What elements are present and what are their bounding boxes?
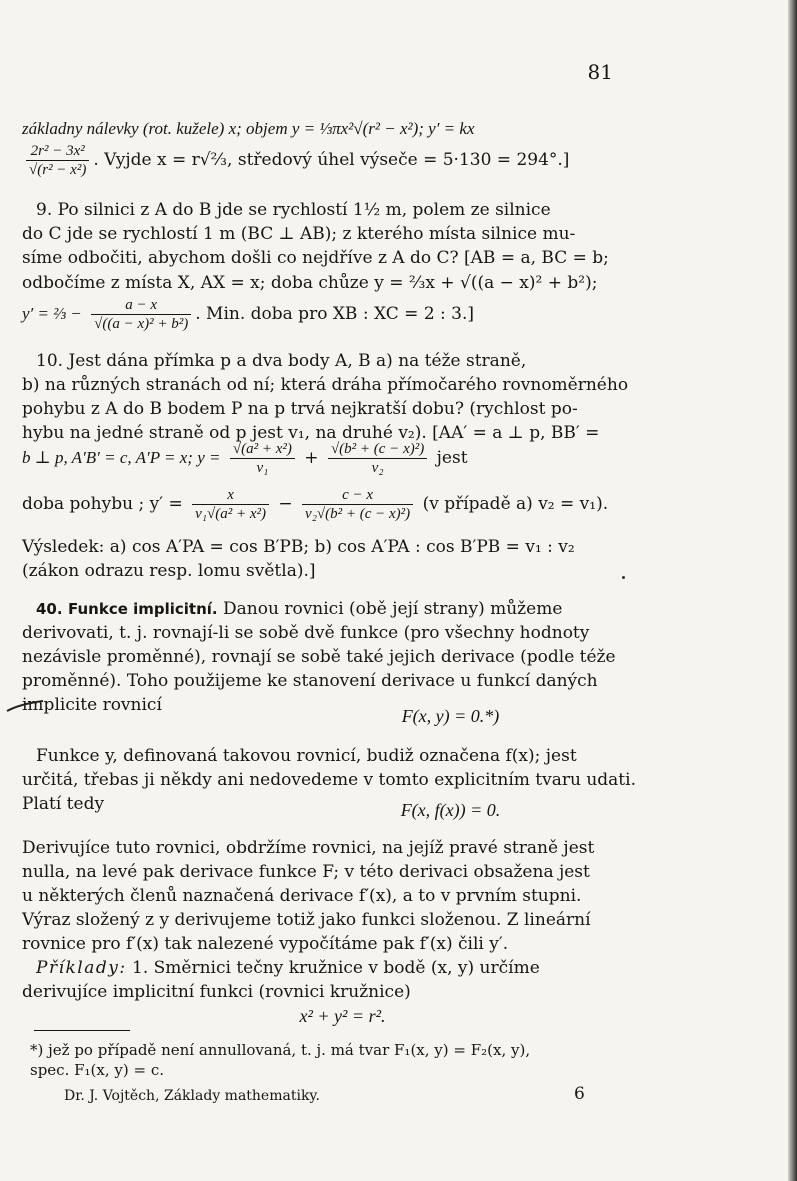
text-line: derivovati, t. j. rovnají-li se sobě dvě funkce (pro všechny hodnoty bbox=[22, 623, 590, 643]
fraction-denominator: v₁ bbox=[256, 460, 269, 476]
text-span: − bbox=[278, 494, 293, 514]
signature-mark: 6 bbox=[574, 1084, 585, 1104]
fraction-denominator: √(r² − x²) bbox=[29, 162, 87, 178]
page-edge-shadow bbox=[788, 0, 797, 1181]
footnote-line: *) jež po případě není annullovaná, t. j. má tvar F₁(x, y) = F₂(x, y), bbox=[30, 1041, 531, 1059]
text-line: (zákon odrazu resp. lomu světla).] bbox=[22, 561, 316, 581]
section-number: 40. bbox=[36, 600, 63, 618]
text-line: u některých členů naznačená derivace f′(x), a to v prvním stupni. bbox=[22, 886, 582, 906]
text-line: nezávisle proměnné), rovnají se sobě také jejich derivace (podle téže bbox=[22, 647, 616, 667]
examples-label: Příklady: bbox=[36, 958, 127, 978]
equation: F(x, y) = 0.*) bbox=[401, 706, 500, 726]
fraction-numerator: 2r² − 3x² bbox=[26, 142, 89, 161]
text-span: jest bbox=[436, 448, 468, 468]
fraction-denominator: √((a − x)² + b²) bbox=[94, 316, 189, 332]
text-span: . Min. doba pro XB : XC = 2 : 3.] bbox=[195, 304, 475, 324]
page-footer: Dr. J. Vojtěch, Základy mathematiky. bbox=[64, 1088, 320, 1104]
formula-line bbox=[22, 296, 627, 333]
text-span: doba pohybu ; y′ = bbox=[22, 494, 183, 514]
footnote-rule bbox=[34, 1030, 130, 1031]
fraction-numerator: √(a² + x²) bbox=[230, 440, 295, 459]
fraction-numerator: a − x bbox=[91, 296, 191, 315]
fraction bbox=[26, 142, 89, 179]
text-span: b ⊥ p, A′B′ = c, A′P = x; y = bbox=[22, 448, 221, 467]
text-line: pohybu z A do B bodem P na p trvá nejkratší dobu? (rychlost po- bbox=[22, 399, 578, 419]
fraction-numerator: c − x bbox=[302, 486, 413, 505]
text-line: do C jde se rychlostí 1 m (BC ⊥ AB); z kterého místa silnice mu- bbox=[22, 224, 576, 244]
equation: x² + y² = r². bbox=[299, 1006, 386, 1026]
fraction bbox=[302, 486, 413, 523]
text-span: + bbox=[304, 448, 319, 468]
section-title: Funkce implicitní. bbox=[67, 600, 218, 618]
fraction bbox=[230, 440, 295, 477]
text-line: rovnice pro f′(x) tak nalezené vypočítáme pak f′(x) čili y′. bbox=[22, 934, 509, 954]
text-line: 10. Jest dána přímka p a dva body A, B a) na téže straně, bbox=[36, 351, 527, 371]
text-line: proměnné). Toho použijeme ke stanovení derivace u funkcí daných bbox=[22, 671, 598, 691]
text-span: y′ = ⅔ − bbox=[22, 304, 82, 323]
examples-line bbox=[36, 957, 641, 979]
footnote-line: spec. F₁(x, y) = c. bbox=[30, 1061, 164, 1079]
text-line: Derivujíce tuto rovnici, obdržíme rovnici, na jejíž pravé straně jest bbox=[22, 838, 595, 858]
text-line: síme odbočiti, abychom došli co nejdříve z A do C? [AB = a, BC = b; bbox=[22, 248, 609, 268]
formula-line bbox=[22, 142, 627, 179]
fraction-denominator: v₂√(b² + (c − x)²) bbox=[305, 506, 411, 522]
text-line: Platí tedy bbox=[22, 794, 105, 814]
text-line: hybu na jedné straně od p jest v₁, na druhé v₂). [AA′ = a ⊥ p, BB′ = bbox=[22, 423, 600, 443]
pencil-mark-icon bbox=[6, 700, 44, 712]
formula-line bbox=[22, 486, 627, 523]
fraction bbox=[91, 296, 191, 333]
section-heading-line bbox=[36, 598, 641, 620]
text-span: 1. Směrnici tečny kružnice v bodě (x, y) určíme bbox=[132, 958, 540, 978]
fraction-denominator: v₁√(a² + x²) bbox=[195, 506, 266, 522]
text-line: základny nálevky (rot. kužele) x; objem y = ⅓πx²√(r² − x²); y′ = kx bbox=[22, 119, 475, 138]
text-line: implicite rovnicí bbox=[22, 695, 162, 715]
text-span: Danou rovnici (obě její strany) můžeme bbox=[223, 599, 563, 619]
text-line: Funkce y, definovaná takovou rovnicí, budiž označena f(x); jest bbox=[36, 746, 577, 766]
speck bbox=[622, 576, 625, 579]
text-span: (v případě a) v₂ = v₁). bbox=[422, 494, 609, 514]
text-line: derivujíce implicitní funkci (rovnici kružnice) bbox=[22, 982, 411, 1002]
fraction-numerator: √(b² + (c − x)²) bbox=[328, 440, 427, 459]
text-span: . Vyjde x = r√⅔, středový úhel výseče = 5·130 = 294°.] bbox=[93, 150, 570, 170]
fraction-denominator: v₂ bbox=[371, 460, 384, 476]
fraction bbox=[192, 486, 269, 523]
fraction-numerator: x bbox=[192, 486, 269, 505]
text-line: Výsledek: a) cos A′PA = cos B′PB; b) cos A′PA : cos B′PB = v₁ : v₂ bbox=[22, 537, 575, 557]
equation: F(x, f(x)) = 0. bbox=[400, 800, 501, 820]
page-number: 81 bbox=[587, 60, 613, 84]
fraction bbox=[328, 440, 427, 477]
text-line: Výraz složený z y derivujeme totiž jako funkci složenou. Z lineární bbox=[22, 910, 591, 930]
text-line: určitá, třebas ji někdy ani nedovedeme v tomto explicitním tvaru udati. bbox=[22, 770, 636, 790]
text-line: 9. Po silnici z A do B jde se rychlostí 1½ m, polem ze silnice bbox=[36, 200, 551, 220]
text-line: odbočíme z místa X, AX = x; doba chůze y = ⅔x + √((a − x)² + b²); bbox=[22, 273, 598, 293]
text-line: nulla, na levé pak derivace funkce F; v této derivaci obsažena jest bbox=[22, 862, 590, 882]
formula-line bbox=[22, 440, 627, 477]
text-line: b) na různých stranách od ní; která dráha přímočarého rovnoměrného bbox=[22, 375, 629, 395]
